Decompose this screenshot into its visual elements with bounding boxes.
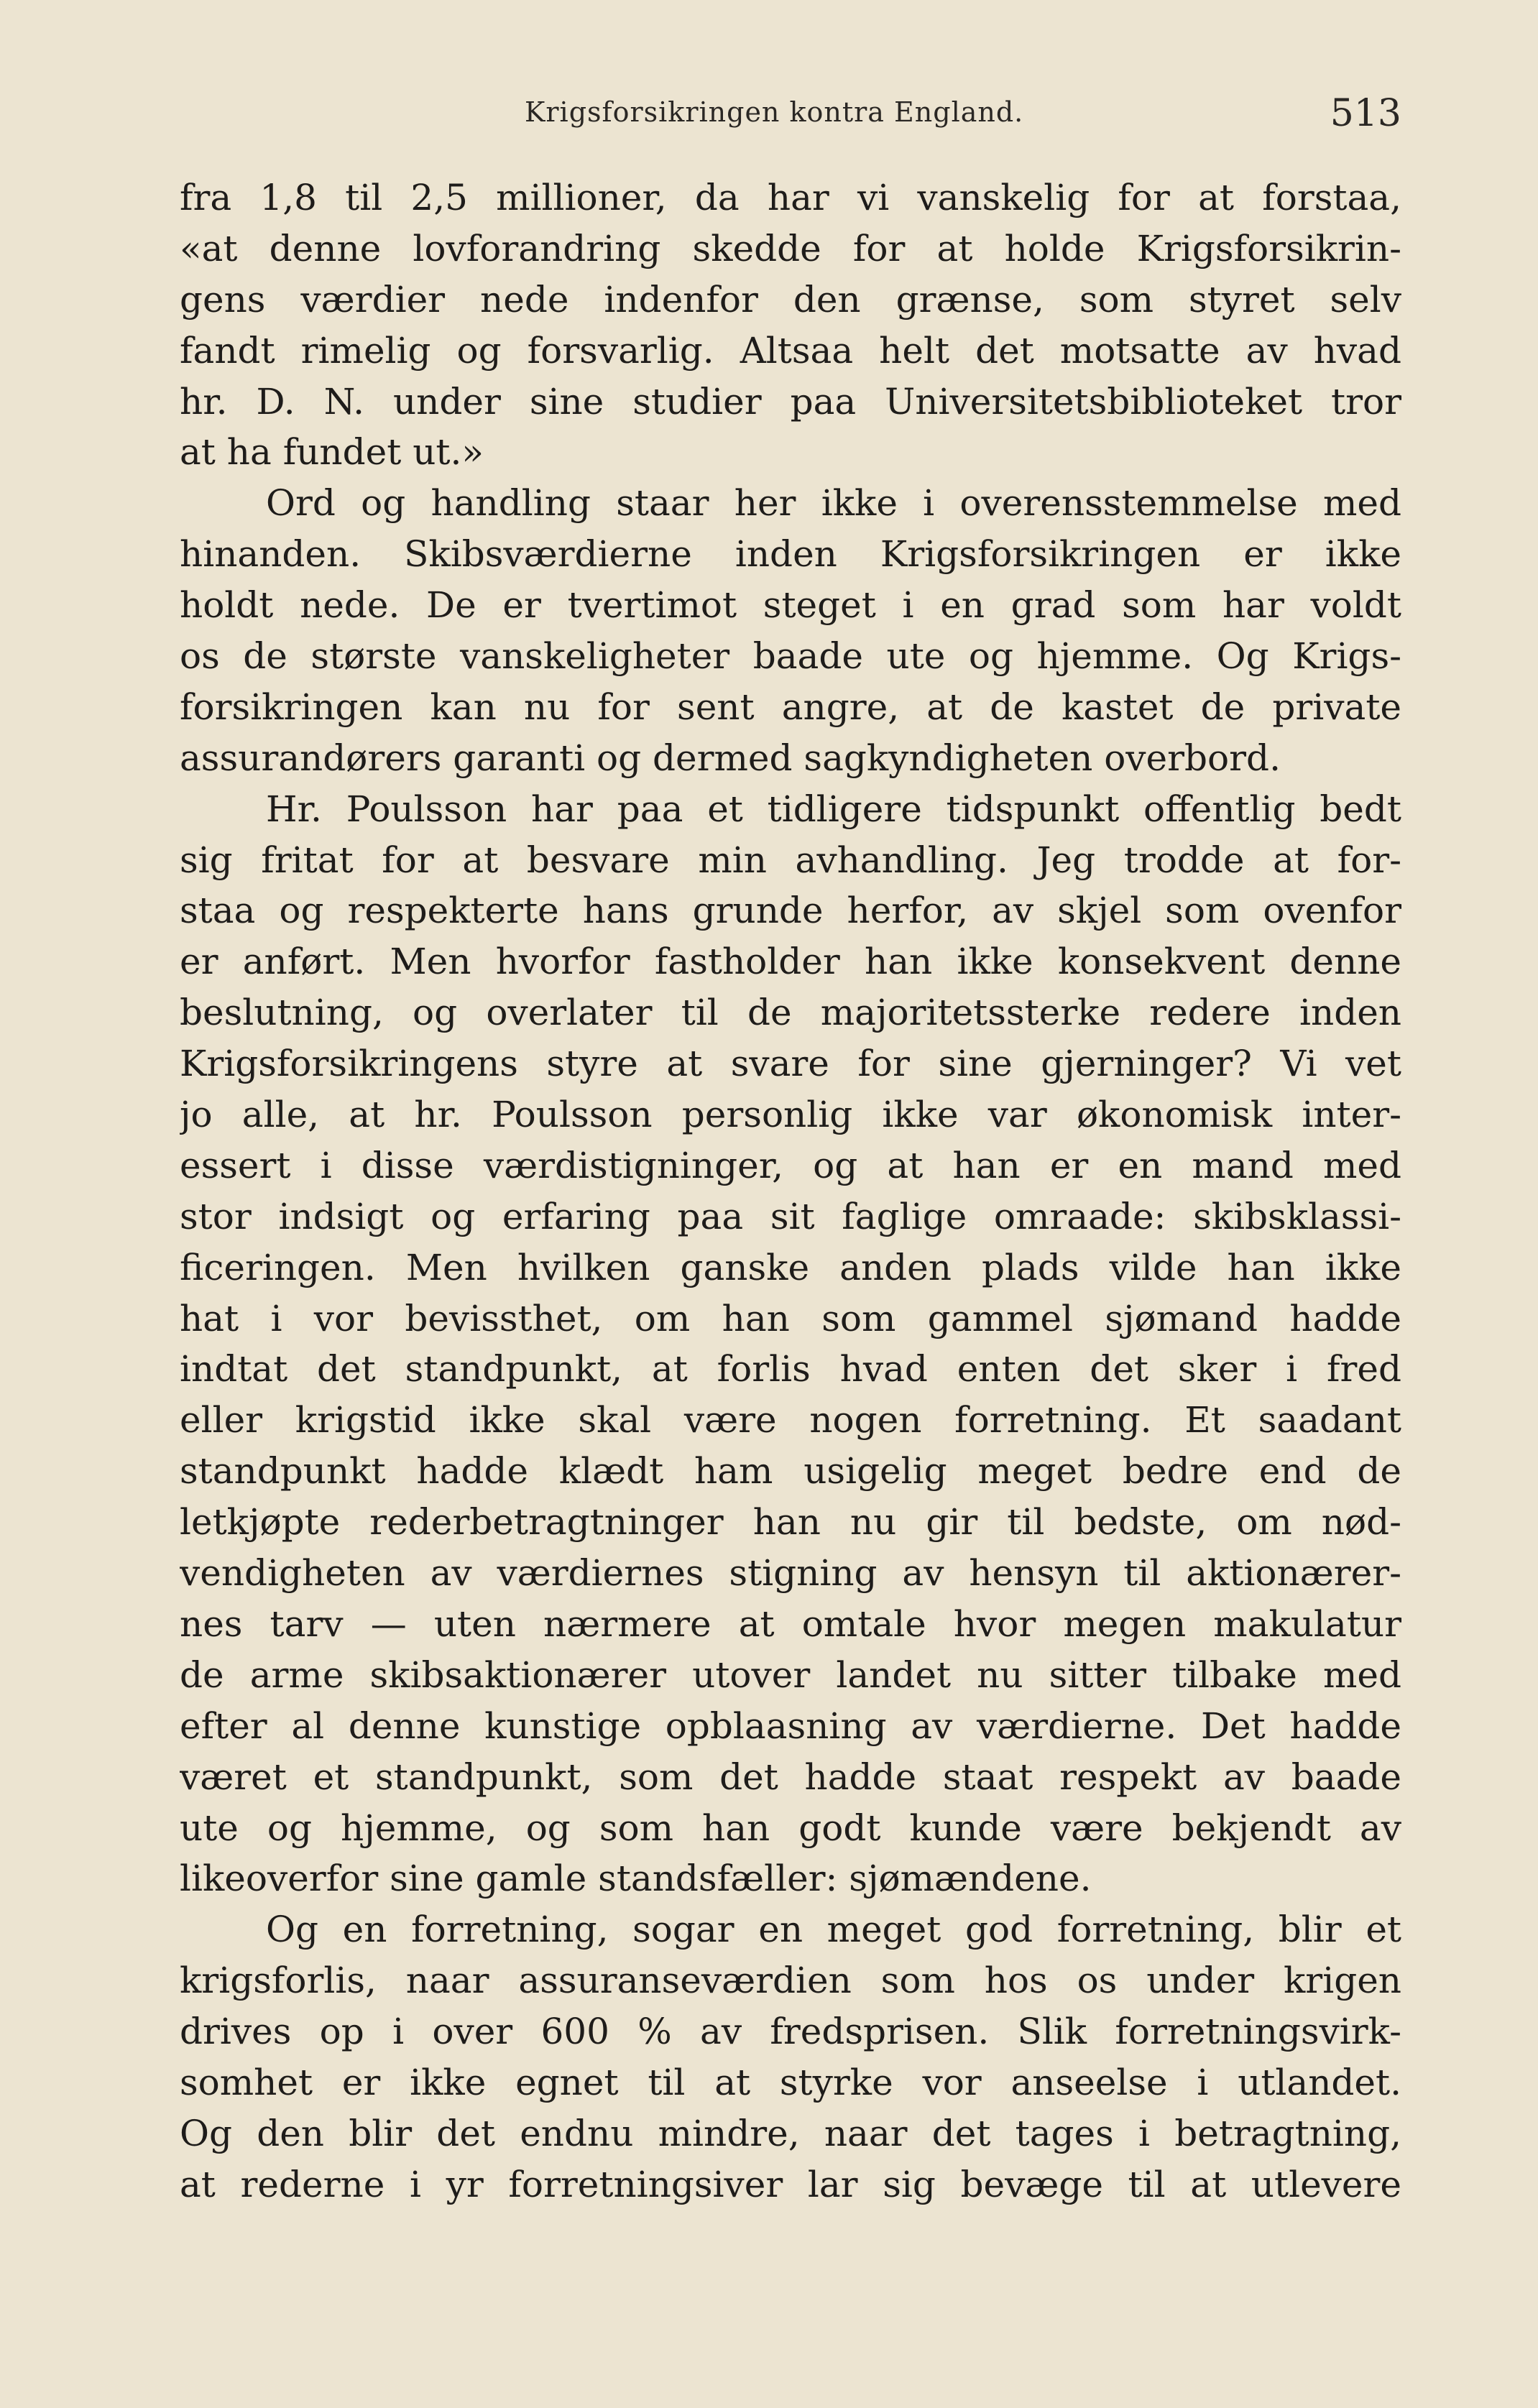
text-line: Ord og handling staar her ikke i overensstemmelse med — [266, 482, 1401, 525]
text-line: jo alle, at hr. Poulsson personlig ikke var økonomisk inter- — [180, 1094, 1401, 1136]
text-line: Og den blir det endnu mindre, naar det tages i betragtning, — [180, 2112, 1401, 2154]
text-line: assurandørers garanti og dermed sagkyndigheten overbord. — [180, 737, 1281, 779]
text-line: fandt rimelig og forsvarlig. Altsaa helt det motsatte av hvad — [180, 329, 1401, 372]
text-line: er anført. Men hvorfor fastholder han ikke konsekvent denne — [180, 941, 1401, 983]
text-line: forsikringen kan nu for sent angre, at de kastet de private — [180, 686, 1401, 728]
text-line: drives op i over 600 % av fredsprisen. Slik forretningsvirk- — [180, 2011, 1401, 2053]
text-line: vendigheten av værdiernes stigning av hensyn til aktionærer- — [180, 1552, 1401, 1595]
text-line: ficeringen. Men hvilken ganske anden plads vilde han ikke — [180, 1246, 1401, 1288]
text-line: ute og hjemme, og som han godt kunde være bekjendt av — [180, 1807, 1401, 1849]
text-line: essert i disse værdistigninger, og at han er en mand med — [180, 1144, 1401, 1186]
text-line: hr. D. N. under sine studier paa Universitetsbiblioteket tror — [180, 380, 1401, 423]
text-line: krigsforlis, naar assuranseværdien som hos os under krigen — [180, 1960, 1401, 2002]
text-line: indtat det standpunkt, at forlis hvad enten det sker i fred — [180, 1348, 1401, 1390]
text-line: fra 1,8 til 2,5 millioner, da har vi vanskelig for at forstaa, — [180, 177, 1401, 218]
page-number: 513 — [1330, 92, 1401, 135]
text-line: Hr. Poulsson har paa et tidligere tidspunkt offentlig bedt — [266, 788, 1401, 830]
text-line: staa og respekterte hans grunde herfor, av skjel som ovenfor — [180, 890, 1401, 932]
text-line: letkjøpte rederbetragtninger han nu gir til bedste, om nød- — [180, 1501, 1401, 1544]
text-line: beslutning, og overlater til de majoritetssterke redere inden — [180, 992, 1401, 1034]
text-line: somhet er ikke egnet til at styrke vor anseelse i utlandet. — [180, 2061, 1401, 2103]
text-line: de arme skibsaktionærer utover landet nu sitter tilbake med — [180, 1653, 1401, 1696]
text-line: hat i vor bevissthet, om han som gammel sjømand hadde — [180, 1297, 1401, 1339]
text-line: hinanden. Skibsværdierne inden Krigsforsikringen er ikke — [180, 533, 1401, 576]
text-line: gens værdier nede indenfor den grænse, som styret selv — [180, 278, 1401, 320]
text-line: likeoverfor sine gamle standsfæller: sjømændene. — [180, 1858, 1092, 1900]
text-line: holdt nede. De er tvertimot steget i en grad som har voldt — [180, 584, 1401, 627]
body-text — [180, 172, 1401, 2210]
text-line: stor indsigt og erfaring paa sit faglige omraade: skibsklassi- — [180, 1195, 1401, 1237]
running-header — [180, 92, 1401, 149]
text-line: at ha fundet ut.» — [180, 431, 484, 474]
text-line: været et standpunkt, som det hadde staat respekt av baade — [180, 1756, 1401, 1798]
text-line: at rederne i yr forretningsiver lar sig bevæge til at utlevere — [180, 2163, 1401, 2205]
text-line: «at denne lovforandring skedde for at holde Krigsforsikrin- — [180, 227, 1401, 269]
text-line: os de største vanskeligheter baade ute og hjemme. Og Krigs- — [180, 635, 1401, 678]
running-title: Krigsforsikringen kontra England. — [525, 96, 1024, 128]
text-line: eller krigstid ikke skal være nogen forretning. Et saadant — [180, 1399, 1401, 1441]
text-line: Krigsforsikringens styre at svare for sine gjerninger? Vi vet — [180, 1043, 1401, 1085]
text-line: nes tarv — uten nærmere at omtale hvor megen makulatur — [180, 1602, 1401, 1645]
text-line: Og en forretning, sogar en meget god forretning, blir et — [266, 1909, 1401, 1951]
text-line: efter al denne kunstige opblaasning av værdierne. Det hadde — [180, 1704, 1401, 1747]
text-line: sig fritat for at besvare min avhandling. Jeg trodde at for- — [180, 839, 1401, 881]
text-line: standpunkt hadde klædt ham usigelig meget bedre end de — [180, 1450, 1401, 1493]
